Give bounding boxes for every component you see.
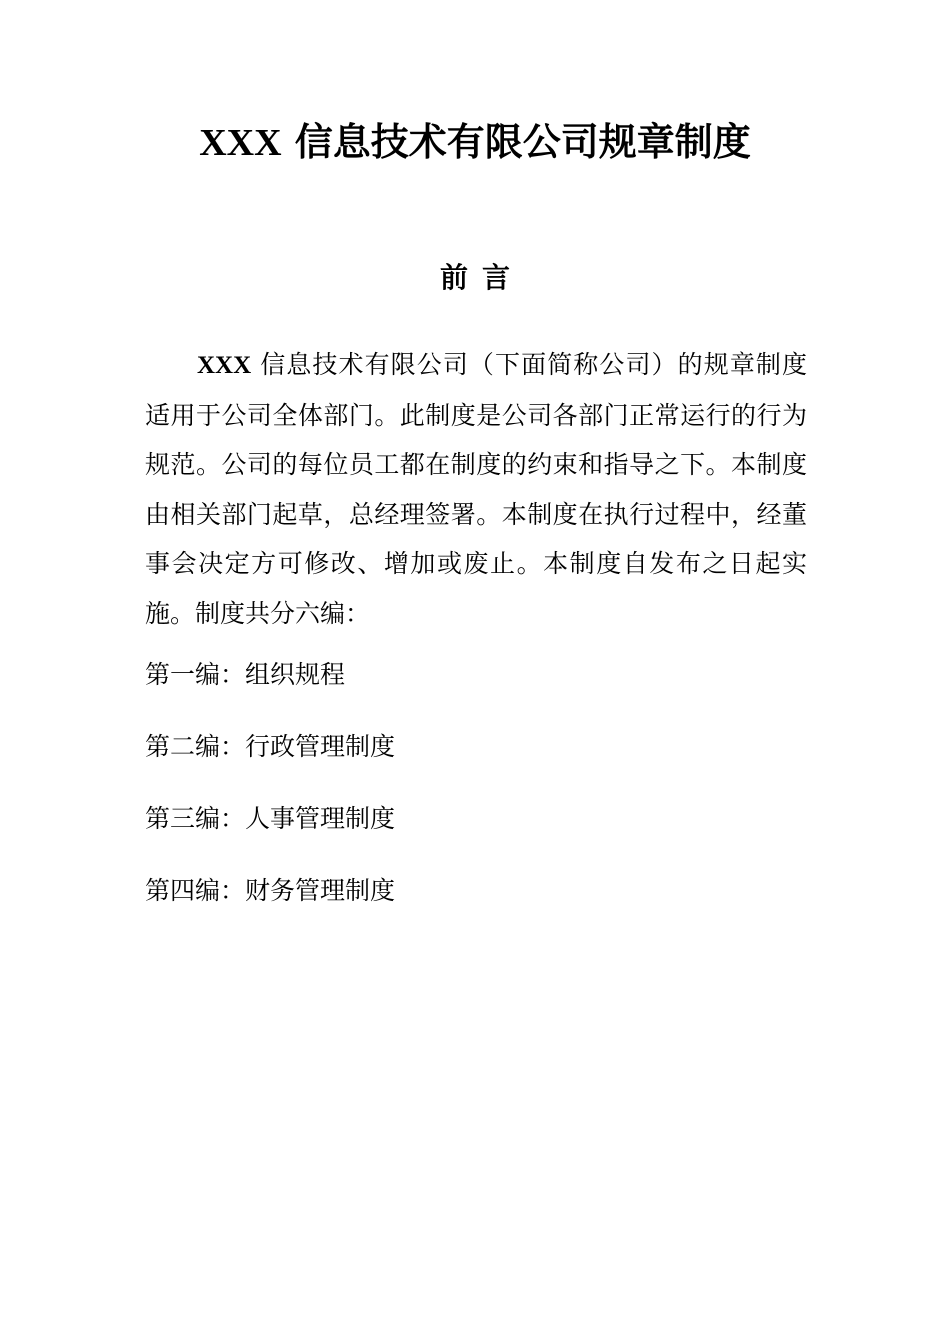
preface-heading: 前言 <box>439 261 524 294</box>
document-title <box>0 114 950 171</box>
document-title-prefix: XXX <box>199 122 282 164</box>
volume-item-3: 第三编：人事管理制度 <box>145 804 396 833</box>
volume-list <box>145 652 807 940</box>
preface-paragraph <box>145 340 807 638</box>
preface-body-text: 信息技术有限公司（下面简称公司）的规章制度适用于公司全体部门。此制度是公司各部门正常运行的行为规范。公司的每位员工都在制度的约束和指导之下。本制度由相关部门起草，总经理签署。本制度在执行过程中，经董事会决定方可修改、增加或废止。本制度自发布之日起实施。制度共分六编： <box>145 350 807 628</box>
document-title-rest: 信息技术有限公司规章制度 <box>281 119 751 164</box>
preface-company-code: XXX <box>197 352 252 379</box>
volume-item-2: 第二编：行政管理制度 <box>145 732 396 761</box>
volume-item-1: 第一编：组织规程 <box>145 660 346 689</box>
volume-item-4: 第四编：财务管理制度 <box>145 876 396 905</box>
